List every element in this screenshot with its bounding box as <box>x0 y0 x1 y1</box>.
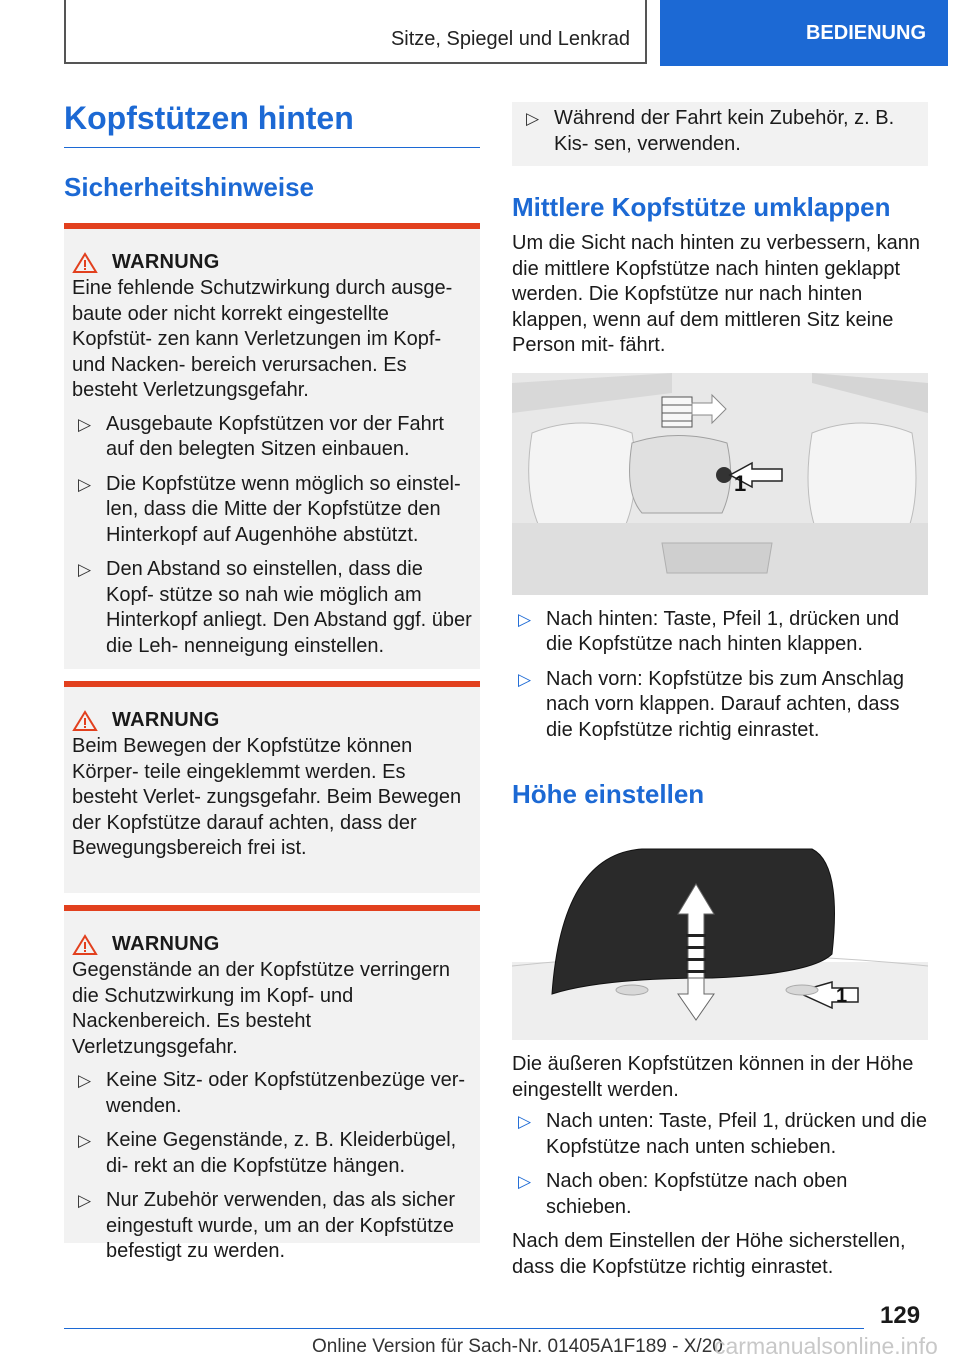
image-rear-headrests <box>512 373 928 595</box>
header-section-title: Sitze, Spiegel und Lenkrad <box>390 28 630 50</box>
paragraph-fold-center: Um die Sicht nach hinten zu verbessern, kann die mittlere Kopfstütze nach hinten geklappt werden. Die Kopfstütze nur nach hinten klappen, wenn auf dem mittleren Sitz keine Person mit‐ fährt. <box>512 232 920 356</box>
fold-instructions-list <box>512 607 928 744</box>
header-chapter-label: BEDIENUNG <box>805 21 926 44</box>
warning-label: WARNUNG <box>112 251 220 273</box>
headrest-height-illustration <box>512 844 928 1040</box>
triangle-bullet-icon: ▷ <box>518 1112 532 1131</box>
left-column <box>64 100 480 1262</box>
callout-number: 1 <box>836 985 848 1007</box>
warning-list <box>72 1068 472 1265</box>
triangle-bullet-icon: ▷ <box>518 609 532 629</box>
page-number: 129 <box>880 1302 921 1329</box>
callout-number: 1 <box>734 470 747 496</box>
triangle-bullet-icon: ▷ <box>78 1071 92 1090</box>
page-title: Kopfstützen hinten <box>64 100 480 148</box>
warning-label: WARNUNG <box>112 933 220 955</box>
warning-list <box>72 412 472 660</box>
triangle-bullet-icon: ▷ <box>526 109 540 128</box>
triangle-bullet-icon: ▷ <box>78 560 92 579</box>
list-item: ▷ Während der Fahrt kein Zubehör, z. B. Kis‐ sen, verwenden. <box>526 107 895 155</box>
section-title-height: Höhe einstellen <box>512 779 705 809</box>
list-item: ▷ Nach vorn: Kopfstütze bis zum Anschlag nach vorn klappen. Darauf achten, dass die Kopfstütze richtig einrastet. <box>518 667 904 741</box>
list-item: ▷ Nach unten: Taste, Pfeil 1, drücken und die Kopfstütze nach unten schieben. <box>518 1110 927 1158</box>
online-version-note: Online Version für Sach-Nr. 01405A1F189 - X/20 <box>312 1336 723 1357</box>
height-instructions-list <box>512 1109 928 1220</box>
header-chapter-tab[interactable] <box>660 0 948 66</box>
warning-triangle-icon <box>72 934 98 956</box>
section-title-fold-center: Mittlere Kopfstütze umklappen <box>512 192 891 222</box>
triangle-bullet-icon: ▷ <box>78 1131 92 1150</box>
warning-header <box>72 709 472 732</box>
warning-label: WARNUNG <box>112 709 220 731</box>
warning-text: Gegenstände an der Kopfstütze verringern die Schutzwirkung im Kopf- und Nackenbereich. Es besteht Verletzungsgefahr. <box>72 959 451 1058</box>
triangle-bullet-icon: ▷ <box>78 414 92 434</box>
triangle-bullet-icon: ▷ <box>518 1172 532 1191</box>
list-item: ▷ Keine Sitz- oder Kopfstützenbezüge ver‐ wenden. <box>78 1069 466 1117</box>
warning-list <box>520 106 920 157</box>
list-item: ▷ Ausgebaute Kopfstützen vor der Fahrt auf den belegten Sitzen einbauen. <box>78 412 444 460</box>
paragraph-height: Die äußeren Kopfstützen können in der Höhe eingestellt werden. <box>512 1053 914 1101</box>
warning-text: Eine fehlende Schutzwirkung durch ausge‐ baute oder nicht korrekt eingestellte Kopfstüt‐ zen kann Verletzungen im Kopf- und Nacken‐ bereich verursachen. Es besteht Verletzungsgefahr. <box>72 277 453 401</box>
section-title-safety: Sicherheitshinweise <box>64 172 314 202</box>
list-item: ▷ Nach hinten: Taste, Pfeil 1, drücken und die Kopfstütze nach hinten klappen. <box>518 607 900 655</box>
footer-divider <box>64 1328 864 1329</box>
list-item: ▷ Den Abstand so einstellen, dass die Kopf‐ stütze so nah wie möglich am Hinterkopf anliegt. Den Abstand ggf. über die Leh‐ nenneigung einstellen. <box>78 558 472 657</box>
right-column <box>512 102 928 1280</box>
watermark: carmanualsonline.info <box>714 1333 938 1359</box>
list-item: ▷ Nur Zubehör verwenden, das als sicher eingestuft wurde, um an der Kopfstütze befestigt zu werden. <box>78 1189 456 1262</box>
warning-box-3 <box>64 905 480 1262</box>
warning-header <box>72 251 472 274</box>
list-item: ▷ Die Kopfstütze wenn möglich so einstel‐ len, dass die Mitte der Kopfstütze den Hinterkopf auf Augenhöhe abstützt. <box>78 472 461 546</box>
warning-header <box>72 933 472 956</box>
warning-text: Beim Bewegen der Kopfstütze können Körper‐ teile eingeklemmt werden. Es besteht Verlet‐ zungsgefahr. Beim Bewegen der Kopfstütze darauf achten, dass der Bewegungsbereich frei ist. <box>72 735 462 859</box>
triangle-bullet-icon: ▷ <box>518 669 532 689</box>
paragraph-closing: Nach dem Einstellen der Höhe sicherstellen, dass die Kopfstütze richtig einrastet. <box>512 1230 906 1278</box>
warning-box-continued <box>512 102 928 166</box>
triangle-bullet-icon: ▷ <box>78 1191 92 1210</box>
warning-box-2 <box>64 681 480 893</box>
list-item: ▷ Keine Gegenstände, z. B. Kleiderbügel, di‐ rekt an die Kopfstütze hängen. <box>78 1129 457 1177</box>
list-item: ▷ Nach oben: Kopfstütze nach oben schieben. <box>518 1170 848 1218</box>
warning-triangle-icon <box>72 252 98 274</box>
warning-triangle-icon <box>72 710 98 732</box>
rear-seats-illustration <box>512 373 928 595</box>
warning-box-1 <box>64 223 480 669</box>
triangle-bullet-icon: ▷ <box>78 474 92 494</box>
image-headrest-height <box>512 844 928 1040</box>
